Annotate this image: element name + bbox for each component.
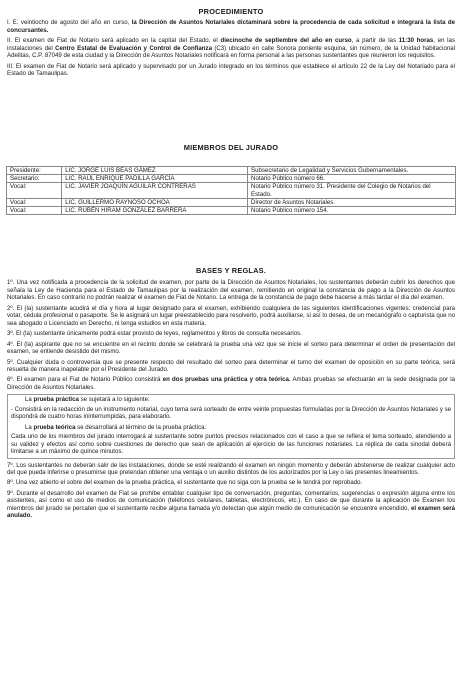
prueba-practica-box xyxy=(7,394,455,458)
jurado-name: LIC. GUILLERMO RAYNOSO OCHOA xyxy=(62,198,248,206)
jurado-role: Vocal: xyxy=(7,183,62,198)
jurado-title: MIEMBROS DEL JURADO xyxy=(183,143,279,152)
procedimiento-title: PROCEDIMIENTO xyxy=(198,7,264,16)
bases-title: BASES Y REGLAS. xyxy=(195,266,267,275)
p2-center: Centro Estatal de Evaluación y Control de Confianza xyxy=(55,44,212,52)
bases-section xyxy=(7,267,455,523)
base-9-text: 9º. Durante el desarrollo del examen de Fiat se prohíbe entablar cualquier tipo de conversación, preguntas, comentarios, sugerencias o expresión alguna entre los asistentes, así como el uso de medios de comunicación (teléfonos celulares, tabletas, electrónicos, etc.). En caso de que durante la aplicación de Examen los miembros del jurado se percaten que el sustentante recibe alguna llamada y/o detectan que algún medio de comunicación se encuentre encendido, xyxy=(7,489,455,512)
teorica-heading xyxy=(11,424,451,431)
jurado-role: Presidente: xyxy=(7,167,62,175)
base-9-bold: el examen será anulado. xyxy=(7,504,455,520)
table-row xyxy=(7,167,456,175)
jurado-cargo: Director de Asuntos Notariales. xyxy=(248,198,456,206)
base-6-text-c: Ambas pruebas se efectuarán en la sede designada por la Dirección de Asuntos Notariales. xyxy=(7,376,455,391)
base-1: 1º. Una vez notificada a procedencia de la solicitud de examen, por parte de la Dirección de Asuntos Notariales, los sustentantes deberán cubrir los derechos que señala la Ley de Hacienda para el Estado de Tamaulipas por la realización del examen, remitiendo en original la constancia de pago a la Dirección de Asuntos Notariales. En caso contrario no podrán realizar el examen de Fiat de Notario. La entrega de la constancia de pago debe hacerse a más tardar el día del examen. xyxy=(7,279,455,302)
p1-bold: la Dirección de Asuntos Notariales dictaminará sobre la procedencia de cada solicitud e integrará la lista de concursantes. xyxy=(7,19,455,34)
p2-text-e: , en las instalaciones del xyxy=(7,37,455,52)
jurado-cargo: Notario Público número 154. xyxy=(248,207,456,215)
base-6-bold: en dos pruebas una práctica y otra teórica. xyxy=(162,376,291,384)
table-row xyxy=(7,198,456,206)
p2-hour: 11:30 horas xyxy=(398,37,434,45)
base-8: 8º. Una vez abierto el sobre del examen de la prueba práctica, el sustentante que no siga con la prueba se le tendrá por reprobado. xyxy=(7,479,363,487)
jurado-cargo: Notario Público número 66. xyxy=(248,175,456,183)
jurado-role: Vocal: xyxy=(7,207,62,215)
p2-text-a: II. El examen de Fiat de Notario será aplicado en la capital del Estado, el xyxy=(7,37,221,45)
base-9 xyxy=(7,490,455,520)
base-7: 7º. Los sustentantes no deberán salir de las instalaciones, donde se esté realizando el examen en ningún momento y deberán abstenerse de realizar cualquier acto del que pueda inferirse o presumirse que pretendan obtener una ventaja o un auxilio distintos de los autorizados por la Ley o las presentes lineamientos. xyxy=(7,461,455,476)
teorica-head-b: prueba teórica xyxy=(33,423,76,431)
procedimiento-paragraph-3: III. El examen de Fiat de Notario será aplicado y supervisado por un Jurado integrado en los términos que establece el artículo 22 de la Ley del Notariado para el Estado de Tamaulipas. xyxy=(7,62,455,78)
p2-text-g: (C3) ubicado en calle Sonora poniente esquina, sin número, de la Unidad habitacional Adelitas, C.P. 87049 de esta ciudad y la Dirección de Asuntos Notariales notificará en forma personal a las personas sustentantes que reunieron los requisitos. xyxy=(7,44,455,60)
p1-text: I. E. veintiocho de agosto del año en curso, xyxy=(7,19,132,27)
jurado-role: Secretario: xyxy=(7,175,62,183)
jurado-role: Vocal: xyxy=(7,198,62,206)
base-3: 3º. El (la) sustentante únicamente podrá estar provisto de leyes, reglamentos y libros de consulta necesarios. xyxy=(7,330,302,338)
table-row xyxy=(7,175,456,183)
teorica-body: Cada uno de los miembros del jurado interrogará al sustentante sobre puntos precisos relacionados con el caso a que se refiera el tema sorteado, atendiendo a su validez y efectos así como sobre cuestiones de derecho que sean de aplicación al ejercicio de las funciones notariales. La réplica de cada sinodal deberá limitarse a un máximo de quince minutos. xyxy=(11,433,451,456)
p2-text-c: , a partir de las xyxy=(351,37,399,45)
practica-heading xyxy=(11,396,451,403)
base-5: 5º. Cualquier duda o controversia que se presente respecto del resultado del sorteo para determinar el turno del examen de oposición en su parte teórica, será resuelta de manera inapelable por el Presidente del Jurado. xyxy=(7,358,455,373)
jurado-name: LIC. JORGE LUIS BEAS GÁMEZ xyxy=(62,167,248,175)
procedimiento-paragraph-2 xyxy=(7,37,455,59)
table-row xyxy=(7,183,456,198)
table-row xyxy=(7,207,456,215)
teorica-head-a: La xyxy=(25,423,34,431)
jurado-table-wrap xyxy=(0,166,456,215)
jurado-name: LIC. RUBÉN HIRAM GONZÁLEZ BARRERA xyxy=(62,207,248,215)
base-6-text: 6º. El examen para el Fiat de Notario Público consistirá xyxy=(7,376,163,384)
jurado-cargo: Notario Público número 31. Presidente del Colegio de Notarios del Estado. xyxy=(248,183,456,198)
jurado-name: LIC. JAVIER JOAQUÍN AGUILAR CONTRERAS xyxy=(62,183,248,198)
jurado-name: LIC. RAÚL ENRIQUE PADILLA GARCÍA xyxy=(62,175,248,183)
practica-head-c: se sujetará a lo siguiente: xyxy=(78,396,150,404)
practica-head-b: prueba práctica xyxy=(33,396,79,404)
p2-date: diecinoche de septiembre del año en curso xyxy=(220,37,352,45)
teorica-head-c: se desarrollará al término de la prueba práctica: xyxy=(75,423,207,431)
jurado-cargo: Subsecretario de Legalidad y Servicios Gubernamentales. xyxy=(248,167,456,175)
jurado-table xyxy=(6,166,456,215)
jurado-section xyxy=(7,144,455,157)
base-6 xyxy=(7,376,455,391)
procedimiento-section xyxy=(7,8,455,81)
procedimiento-paragraph-1 xyxy=(7,19,455,34)
practica-head-a: La xyxy=(25,396,34,404)
base-2: 2º. El (la) sustentante acudirá el día y hora al lugar designado para el examen, exhibiendo cualquiera de las siguientes identificaciones vigentes: credencial para votar, cédula profesional o pasaporte. Se le asignará un lugar preestablecido para resolverlo, podrá auxiliarse, si así lo desea, de un mecanógrafo o capturista que no sea abogado o Licenciado en Derecho, ni tenga estudios en esta materia. xyxy=(7,304,455,327)
base-4: 4º. El (la) aspirante que no se encuentre en el recinto donde se celebrará la prueba una vez que se inicie el sorteo para determinar el orden de presentación del examen, se entiende desistido del mismo. xyxy=(7,340,455,356)
practica-body: - Consistirá en la redacción de un instrumento notarial, cuyo tema será sorteado de entre veinte propuestas formuladas por la Dirección de Asuntos Notariales y se dispondrá de cuatro horas ininterrumpidas, para elaborarlo. xyxy=(11,405,451,421)
